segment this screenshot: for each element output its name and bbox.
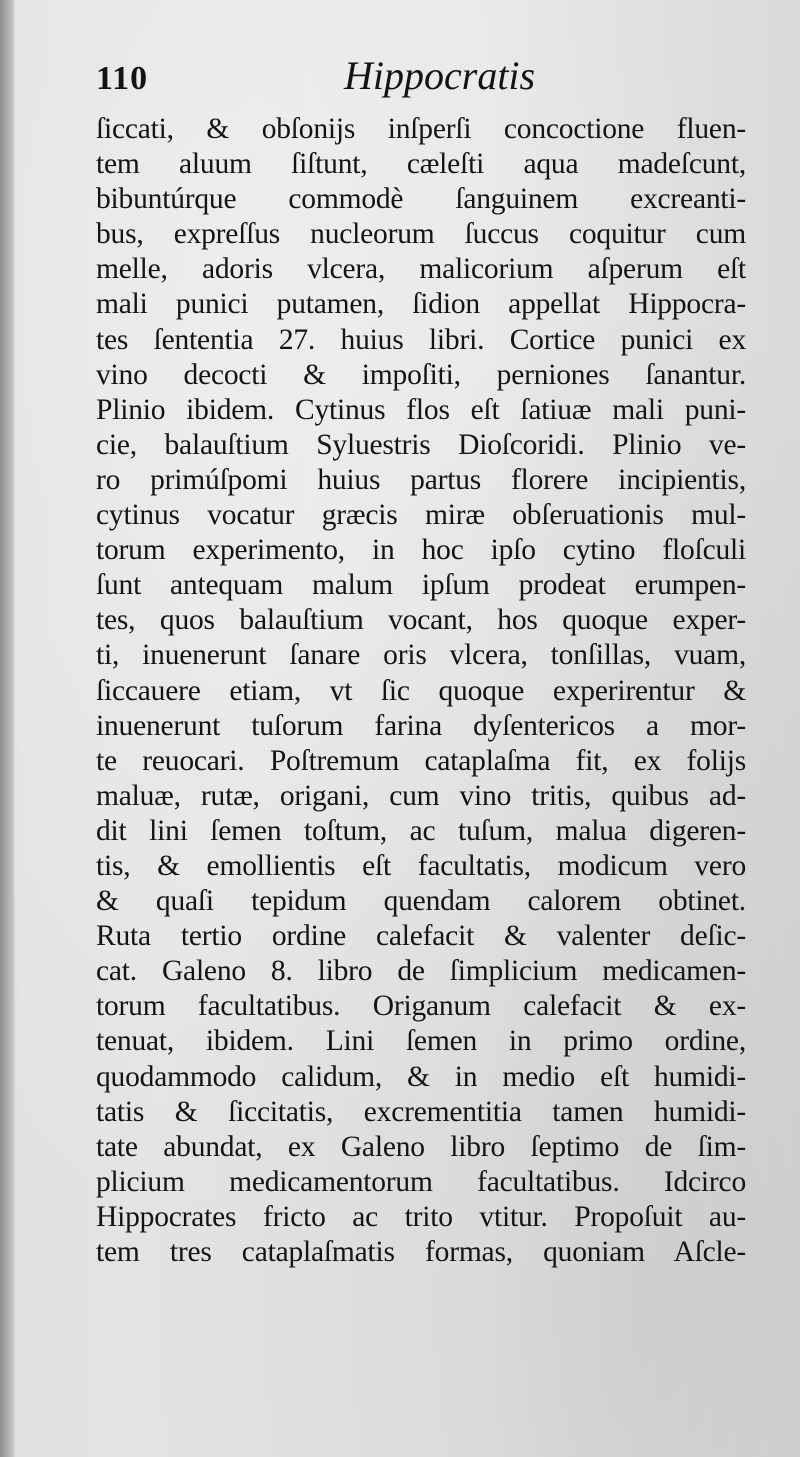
text-line: bus, expreſſus nucleorum ſuccus coquitur cum [96, 218, 746, 251]
text-line: cytinus vocatur græcis miræ obſeruationis mul- [96, 499, 746, 532]
text-line: Ruta tertio ordine calefacit & valenter deſic- [96, 920, 746, 953]
text-line: vino decocti & impoſiti, perniones ſanantur. [96, 358, 746, 391]
text-line: tate abundat, ex Galeno libro ſeptimo de ſim- [96, 1130, 746, 1163]
text-line: melle, adoris vlcera, malicorium aſperum eſt [96, 253, 746, 286]
text-line: bibuntúrque commodè ſanguinem excreanti- [96, 183, 746, 216]
text-line: torum experimento, in hoc ipſo cytino floſculi [96, 534, 746, 567]
text-line: plicium medicamentorum facultatibus. Idcirco [96, 1165, 746, 1198]
text-line: quodammodo calidum, & in medio eſt humidi- [96, 1060, 746, 1093]
text-line: tem tres cataplaſmatis formas, quoniam Aſcle- [96, 1236, 746, 1268]
running-title: Hippocratis [344, 53, 536, 98]
text-line: tis, & emollientis eſt facultatis, modicum vero [96, 849, 746, 882]
text-line: mali punici putamen, ſidion appellat Hippocra- [96, 288, 746, 321]
text-line: ſunt antequam malum ipſum prodeat erumpen- [96, 569, 746, 602]
text-line: dit lini ſemen toſtum, ac tuſum, malua digeren- [96, 814, 746, 847]
body-text [96, 112, 746, 1270]
text-line: tes ſententia 27. huius libri. Cortice punici ex [96, 323, 746, 356]
page-gutter-shadow [0, 0, 14, 1457]
text-line: tes, quos balauſtium vocant, hos quoque exper- [96, 604, 746, 637]
text-line: & quaſi tepidum quendam calorem obtinet. [96, 885, 746, 918]
text-line: ſiccauere etiam, vt ſic quoque experirentur & [96, 674, 746, 707]
text-line: tatis & ſiccitatis, excrementitia tamen humidi- [96, 1095, 746, 1128]
text-line: ro primúſpomi huius partus florere incipientis, [96, 463, 746, 496]
text-line: tenuat, ibidem. Lini ſemen in primo ordine, [96, 1025, 746, 1058]
text-line: cat. Galeno 8. libro de ſimplicium medicamen- [96, 955, 746, 988]
text-line: ſiccati, & obſonijs inſperſi concoctione fluen- [96, 113, 746, 145]
text-line: tem aluum ſiſtunt, cæleſti aqua madeſcunt, [96, 148, 746, 181]
page-header [96, 52, 736, 108]
text-line: inuenerunt tuſorum farina dyſentericos a mor- [96, 709, 746, 742]
page-number: 110 [96, 60, 149, 97]
text-line: maluæ, rutæ, origani, cum vino tritis, quibus ad- [96, 779, 746, 812]
text-line: cie, balauſtium Syluestris Dioſcoridi. Plinio ve- [96, 428, 746, 461]
text-line: ti, inuenerunt ſanare oris vlcera, tonſillas, vuam, [96, 639, 746, 672]
text-line: Plinio ibidem. Cytinus flos eſt ſatiuæ mali puni- [96, 393, 746, 426]
text-line: te reuocari. Poſtremum cataplaſma fit, ex folijs [96, 744, 746, 777]
text-line: torum facultatibus. Origanum calefacit & ex- [96, 990, 746, 1023]
text-line: Hippocrates fricto ac trito vtitur. Propoſuit au- [96, 1200, 746, 1233]
